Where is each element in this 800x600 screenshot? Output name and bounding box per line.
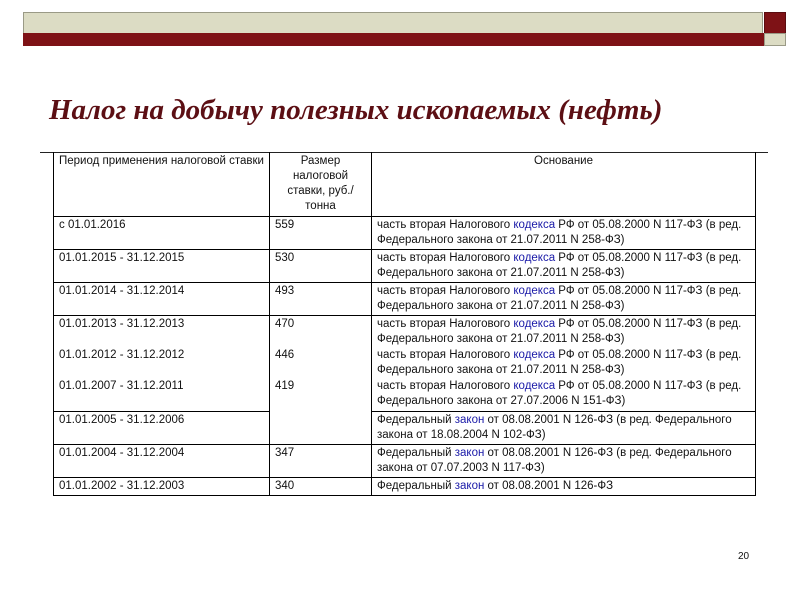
header-corner-light — [764, 33, 786, 46]
tax-rate-table — [53, 152, 756, 496]
basis-cell: часть вторая Налогового кодекса РФ от 05.08.2000 N 117-ФЗ (в ред. Федерального закона от 21.07.2011 N 258-ФЗ) — [372, 217, 756, 250]
rate-cell: 530 — [270, 250, 372, 283]
header-decor-bar — [23, 33, 765, 46]
period-cell: 01.01.2004 - 31.12.2004 — [54, 445, 270, 478]
page-number: 20 — [738, 551, 750, 562]
period-cell-group — [54, 316, 270, 412]
basis-cell-group — [372, 316, 756, 412]
header-period: Период применения налоговой ставки — [54, 152, 270, 217]
table-row — [54, 250, 756, 283]
slide-title: Налог на добычу полезных ископаемых (нефть) — [49, 94, 663, 126]
code-link[interactable]: кодекса — [513, 285, 556, 297]
period-cell: 01.01.2015 - 31.12.2015 — [54, 250, 270, 283]
table-row — [54, 412, 756, 445]
table-row-group — [54, 316, 756, 412]
period-cell: с 01.01.2016 — [54, 217, 270, 250]
code-link[interactable]: кодекса — [513, 380, 556, 392]
table-row — [54, 478, 756, 496]
code-link[interactable]: кодекса — [513, 349, 556, 361]
law-link[interactable]: закон — [454, 480, 485, 492]
basis-cell: Федеральный закон от 08.08.2001 N 126-ФЗ — [372, 478, 756, 496]
table-row — [54, 445, 756, 478]
period-line: 01.01.2007 - 31.12.2011 — [59, 380, 184, 392]
table-row — [54, 217, 756, 250]
rate-cell: 493 — [270, 283, 372, 316]
period-cell: 01.01.2014 - 31.12.2014 — [54, 283, 270, 316]
rate-cell: 347 — [270, 445, 372, 478]
code-link[interactable]: кодекса — [513, 318, 556, 330]
rate-cell-group — [270, 316, 372, 445]
period-cell: 01.01.2005 - 31.12.2006 — [54, 412, 270, 445]
rate-line: 446 — [275, 349, 295, 361]
basis-cell: часть вторая Налогового кодекса РФ от 05.08.2000 N 117-ФЗ (в ред. Федерального закона от 21.07.2011 N 258-ФЗ) — [372, 283, 756, 316]
basis-line: часть вторая Налогового кодекса РФ от 05.08.2000 N 117-ФЗ (в ред. Федерального закона от 27.07.2006 N 151-ФЗ) — [377, 380, 742, 407]
header-basis: Основание — [372, 152, 756, 217]
basis-cell: Федеральный закон от 08.08.2001 N 126-ФЗ (в ред. Федерального закона от 18.08.2004 N 102-ФЗ) — [372, 412, 756, 445]
basis-cell: Федеральный закон от 08.08.2001 N 126-ФЗ (в ред. Федерального закона от 07.07.2003 N 117-ФЗ) — [372, 445, 756, 478]
basis-cell: часть вторая Налогового кодекса РФ от 05.08.2000 N 117-ФЗ (в ред. Федерального закона от 21.07.2011 N 258-ФЗ) — [372, 250, 756, 283]
basis-line: часть вторая Налогового кодекса РФ от 05.08.2000 N 117-ФЗ (в ред. Федерального закона от 21.07.2011 N 258-ФЗ) — [377, 349, 742, 376]
table-header-row — [54, 152, 756, 217]
header-rate: Размер налоговой ставки, руб./тонна — [270, 152, 372, 217]
basis-line: часть вторая Налогового кодекса РФ от 05.08.2000 N 117-ФЗ (в ред. Федерального закона от 21.07.2011 N 258-ФЗ) — [377, 318, 742, 345]
header-decor-band — [23, 12, 763, 34]
period-line: 01.01.2013 - 31.12.2013 — [59, 318, 185, 330]
law-link[interactable]: закон — [454, 447, 485, 459]
code-link[interactable]: кодекса — [513, 252, 556, 264]
rate-line: 419 — [275, 380, 295, 392]
header-corner-square — [764, 12, 786, 34]
period-cell: 01.01.2002 - 31.12.2003 — [54, 478, 270, 496]
code-link[interactable]: кодекса — [513, 219, 556, 231]
rate-cell: 340 — [270, 478, 372, 496]
law-link[interactable]: закон — [454, 414, 485, 426]
rate-line: 470 — [275, 318, 295, 330]
period-line: 01.01.2012 - 31.12.2012 — [59, 349, 185, 361]
rate-cell: 559 — [270, 217, 372, 250]
table-row — [54, 283, 756, 316]
